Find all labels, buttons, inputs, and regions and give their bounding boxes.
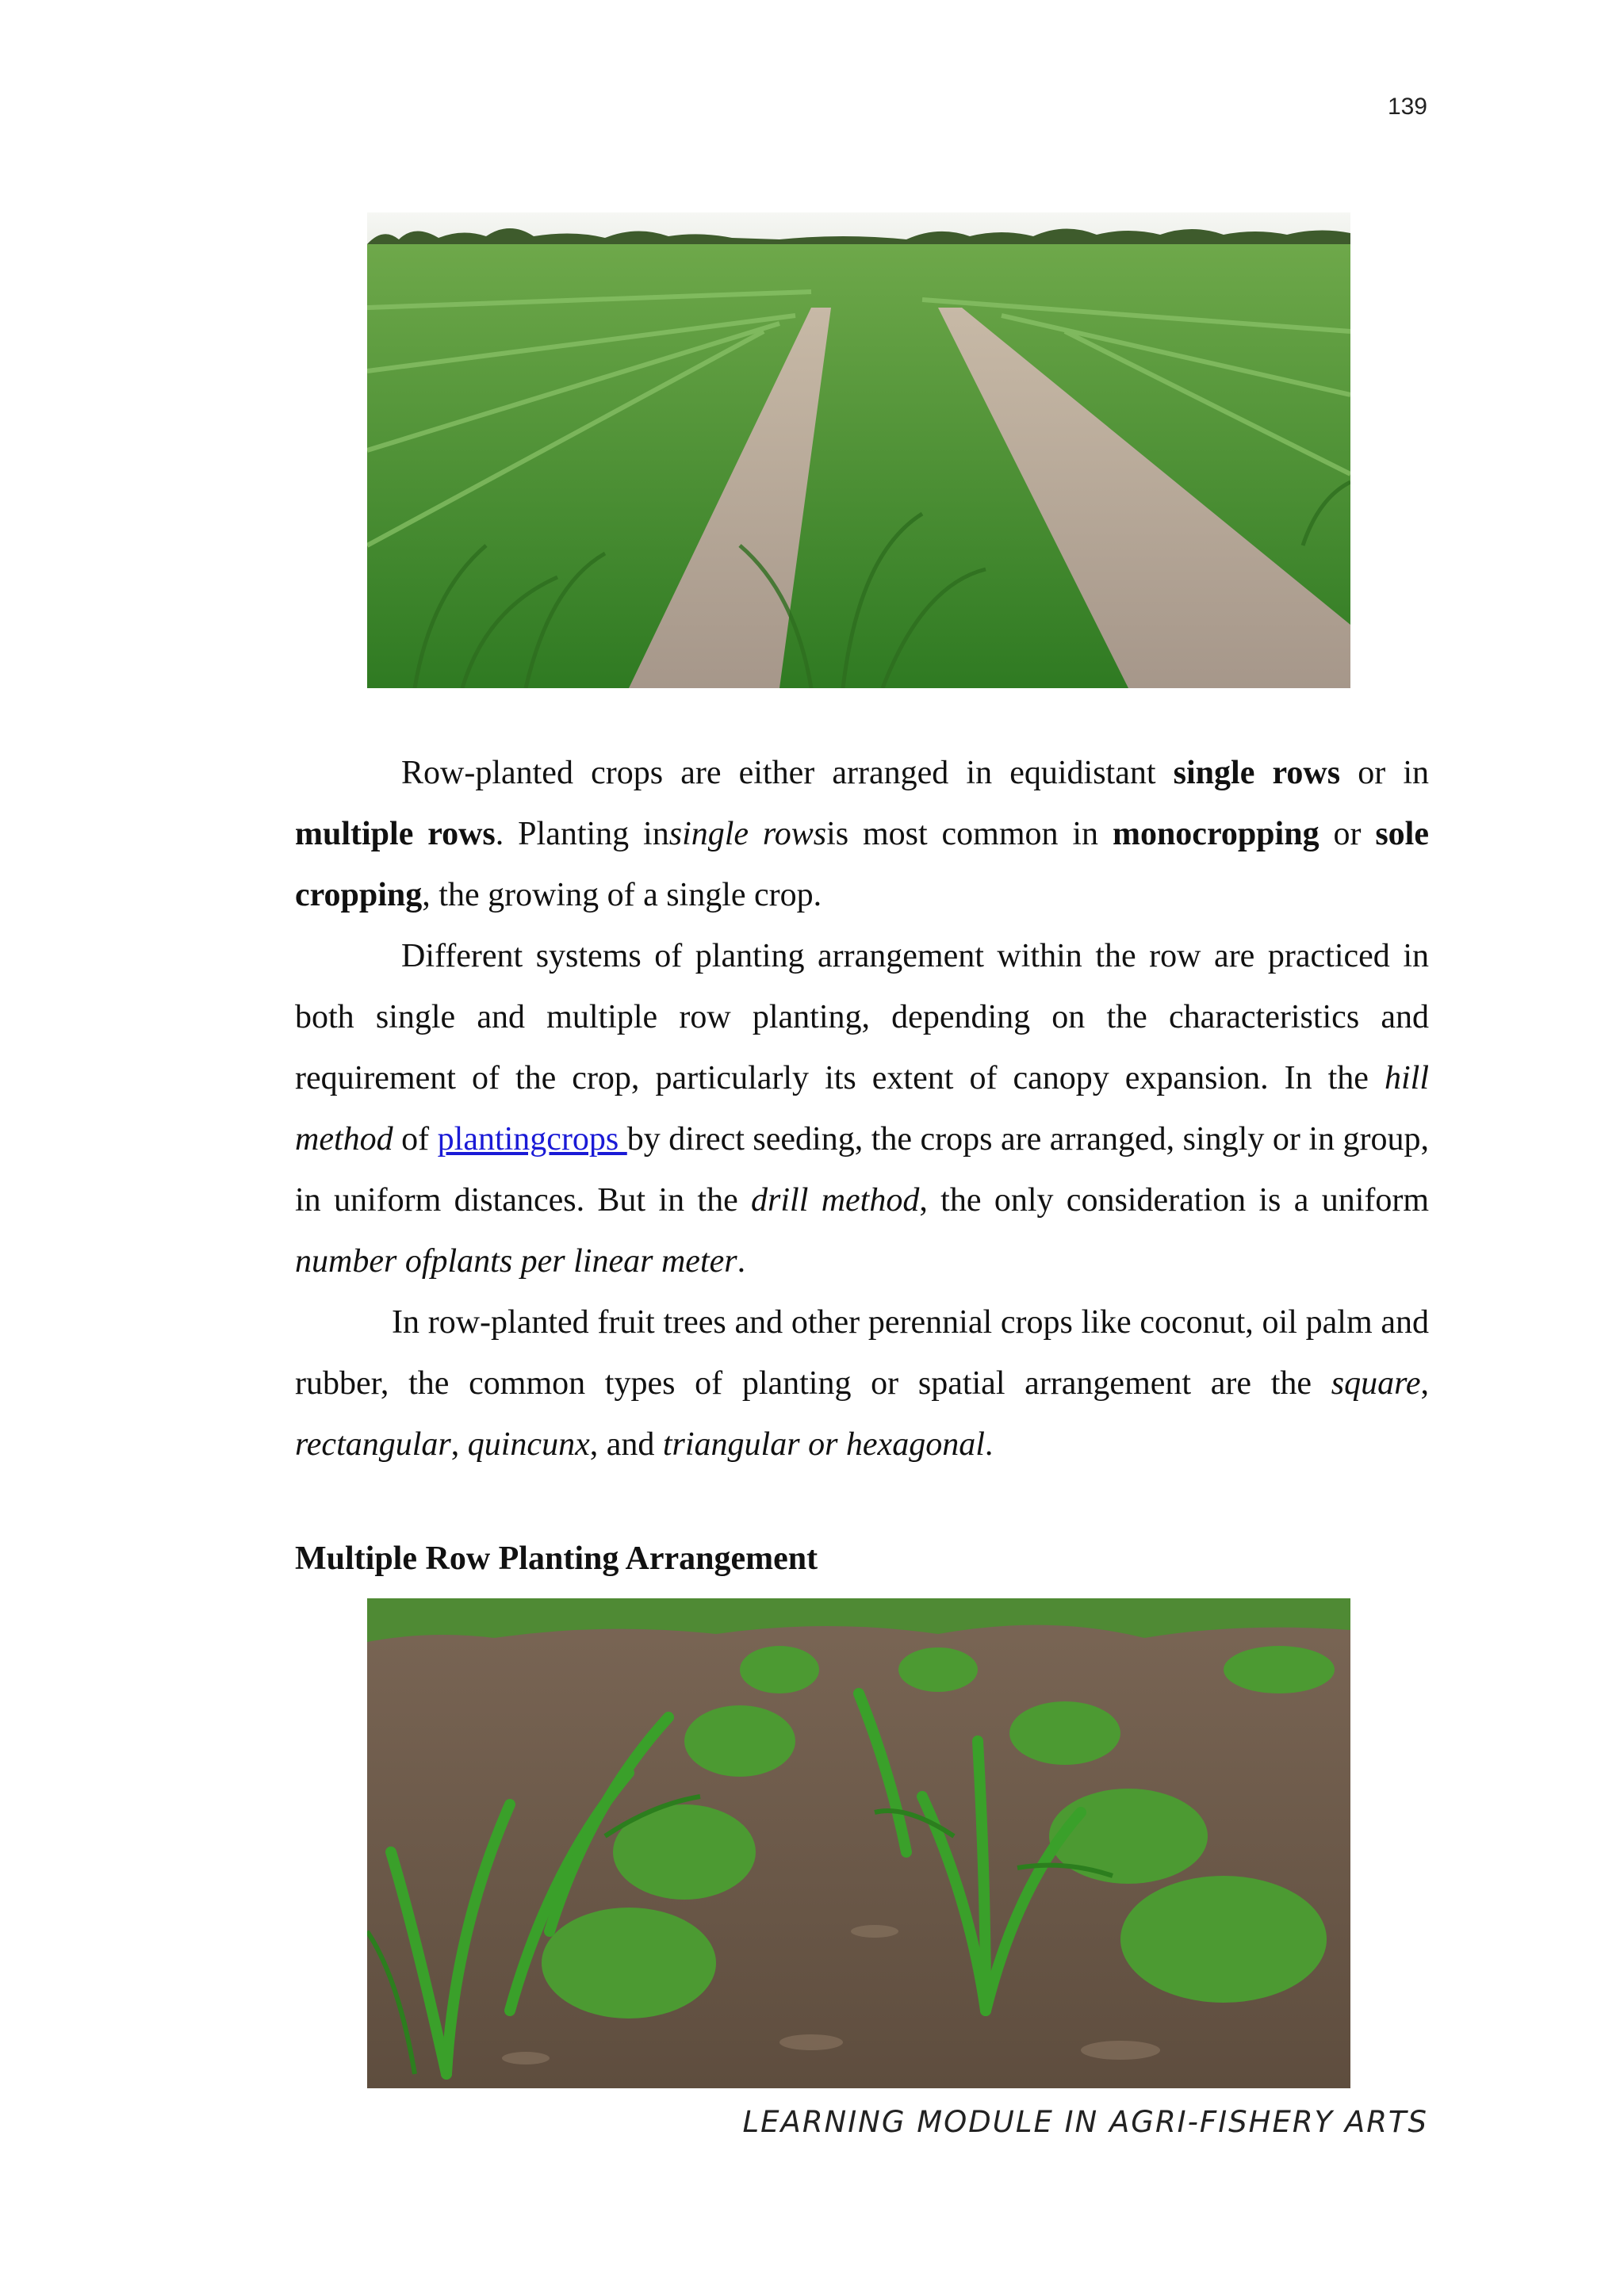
text-run: , (450, 1426, 468, 1463)
plantingcrops-link[interactable]: plantingcrops (437, 1121, 627, 1158)
single-rows-corn-field-photo (367, 212, 1350, 688)
italic-term-plants-per-meter: number ofplants per linear meter (295, 1243, 737, 1280)
section-heading: Multiple Row Planting Arrangement (295, 1540, 818, 1577)
text-run: of (393, 1121, 438, 1158)
text-run: In row-planted fruit trees and other perennial crops like coconut, oil palm and rubber, the common types of planting or spatial arrangement are the (295, 1304, 1429, 1402)
bold-term-single-rows: single rows (1173, 755, 1341, 791)
page-number: 139 (1387, 94, 1427, 120)
text-run: . (984, 1426, 994, 1463)
bold-term-sole-cropping: sole cropping (295, 816, 1429, 913)
italic-term-triangular-hexagonal: triangular or hexagonal (662, 1426, 985, 1463)
italic-term-quincunx: quincunx (467, 1426, 590, 1463)
italic-term-rectangular: rectangular (295, 1426, 451, 1463)
body-text-block-1 (295, 743, 1429, 1475)
text-run: by direct seeding, the crops are arranged, singly or in group, in uniform distances. But in the (295, 1121, 1429, 1219)
text-run: Different systems of planting arrangement within the row are practiced in both single and multiple row planting, depending on the characteristics and requirement of the crop, particularly its extent of canopy expansion. In the (295, 938, 1429, 1096)
bold-term-multiple-rows: multiple rows (295, 816, 496, 852)
text-run: , and (589, 1426, 663, 1463)
paragraph-planting-arrangement-systems (295, 926, 1429, 1292)
multiple-row-corn-and-legume-photo (367, 1598, 1350, 2088)
italic-term-hill-method: hill method (295, 1060, 1429, 1158)
text-run: , the growing of a single crop. (422, 877, 822, 913)
multiple-row-planting-image (367, 1598, 1350, 2088)
single-rows-corn-field-image (367, 212, 1350, 688)
bold-term-monocropping: monocropping (1112, 816, 1320, 852)
text-run: or in (1340, 755, 1430, 791)
footer-module-title: LEARNING MODULE IN AGRI-FISHERY ARTS (742, 2105, 1428, 2139)
text-run: , (1420, 1365, 1429, 1402)
italic-term-drill-method: drill method (751, 1182, 920, 1219)
italic-term-square: square (1331, 1365, 1421, 1402)
text-run: is most common in (826, 816, 1113, 852)
text-run: . (737, 1243, 746, 1280)
paragraph-row-planted-crops (295, 743, 1429, 926)
italic-term-single-rows: single rows (668, 816, 827, 852)
text-run: Row-planted crops are either arranged in equidistant (401, 755, 1174, 791)
text-run: or (1319, 816, 1376, 852)
paragraph-perennial-crops (295, 1292, 1429, 1475)
text-run: . Planting in (495, 816, 669, 852)
text-run: , the only consideration is a uniform (919, 1182, 1430, 1219)
